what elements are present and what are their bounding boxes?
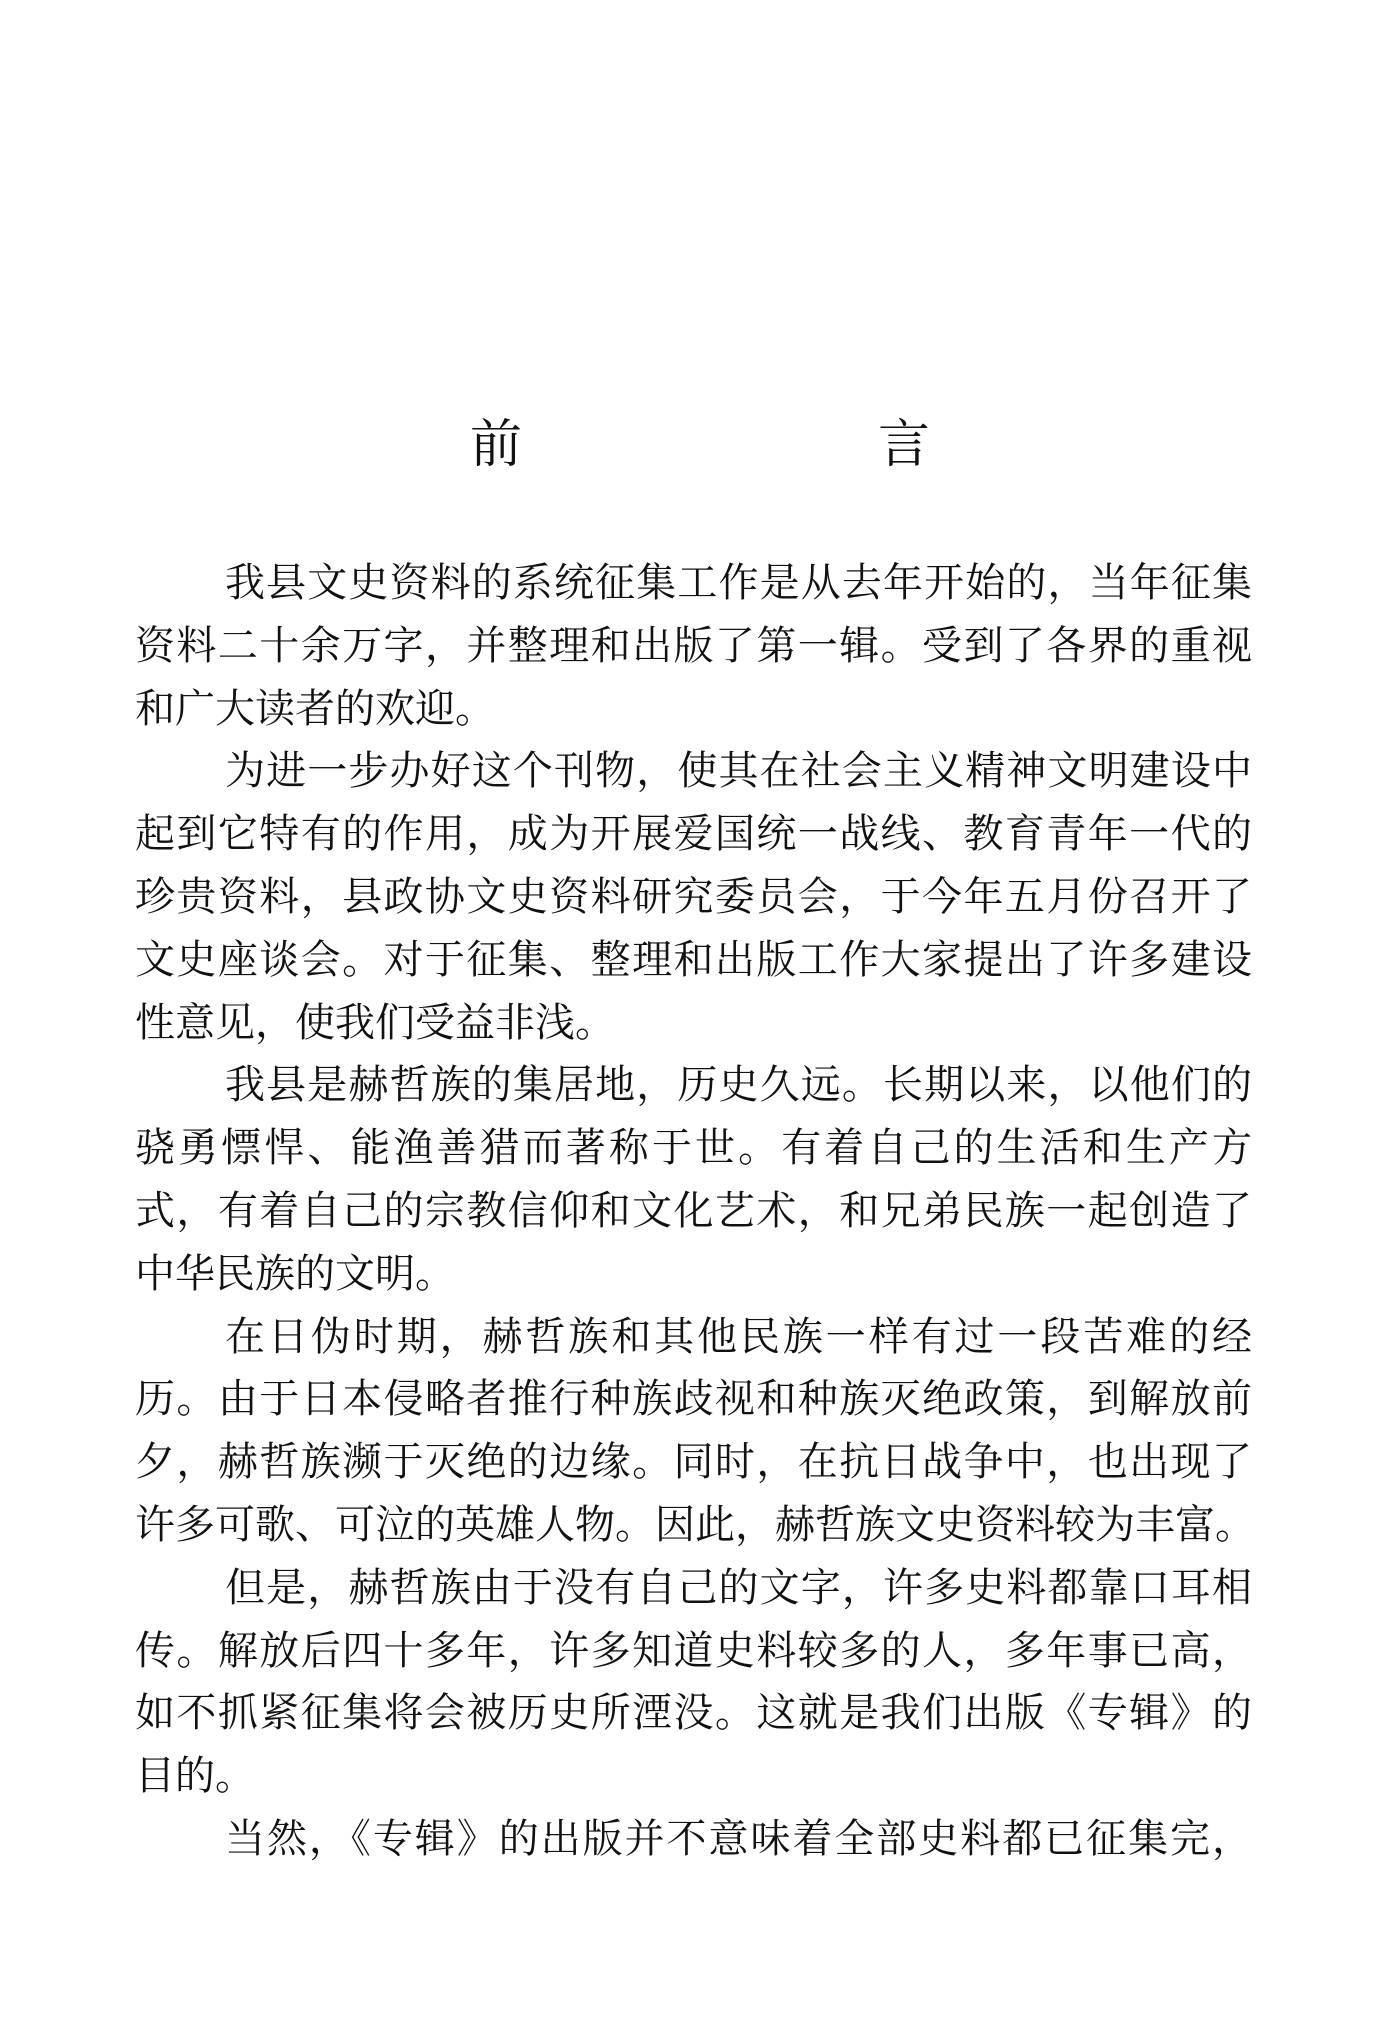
paragraph-line: 式，有着自己的宗教信仰和文化艺术，和兄弟民族一起创造了 — [135, 1187, 1252, 1234]
paragraph-line: 当然，《专辑》的出版并不意味着全部史料都已征集完， — [225, 1815, 1252, 1862]
paragraph-line: 和广大读者的欢迎。 — [135, 685, 495, 732]
paragraph-line: 我县文史资料的系统征集工作是从去年开始的，当年征集 — [225, 560, 1252, 606]
paragraph-line: 起到它特有的作用，成为开展爱国统一战线、教育青年一代的 — [135, 811, 1252, 858]
paragraph-line: 历。由于日本侵略者推行种族歧视和种族灭绝政策，到解放前 — [135, 1376, 1252, 1423]
title-char-1: 前 — [470, 415, 523, 475]
paragraph-line: 文史座谈会。对于征集、整理和出版工作大家提出了许多建设 — [135, 936, 1252, 983]
paragraph-line: 我县是赫哲族的集居地，历史久远。长期以来，以他们的 — [225, 1062, 1252, 1109]
preface-body — [135, 552, 1255, 1871]
paragraph-line: 资料二十余万字，并整理和出版了第一辑。受到了各界的重视 — [135, 622, 1252, 669]
paragraph-line: 目的。 — [135, 1753, 255, 1800]
paragraph-line: 珍贵资料，县政协文史资料研究委员会，于今年五月份召开了 — [135, 873, 1252, 920]
title-char-2: 言 — [878, 415, 931, 475]
paragraph-line: 性意见，使我们受益非浅。 — [135, 999, 615, 1046]
paragraph-line: 传。解放后四十多年，许多知道史料较多的人，多年事已高， — [135, 1627, 1252, 1674]
paragraph-line: 为进一步办好这个刊物，使其在社会主义精神文明建设中 — [225, 748, 1252, 795]
paragraph-line: 在日伪时期，赫哲族和其他民族一样有过一段苦难的经 — [225, 1313, 1252, 1360]
paragraph-line: 如不抓紧征集将会被历史所湮没。这就是我们出版《专辑》的 — [135, 1690, 1252, 1737]
paragraph-line: 但是，赫哲族由于没有自己的文字，许多史料都靠口耳相 — [225, 1564, 1252, 1611]
paragraph-line: 中华民族的文明。 — [135, 1250, 455, 1297]
paragraph-line: 骁勇慓悍、能渔善猎而著称于世。有着自己的生活和生产方 — [135, 1125, 1252, 1172]
paragraph-line: 许多可歌、可泣的英雄人物。因此，赫哲族文史资料较为丰富。 — [135, 1501, 1255, 1548]
paragraph-line: 夕，赫哲族濒于灭绝的边缘。同时，在抗日战争中，也出现了 — [135, 1439, 1252, 1486]
page-title — [0, 410, 1393, 480]
